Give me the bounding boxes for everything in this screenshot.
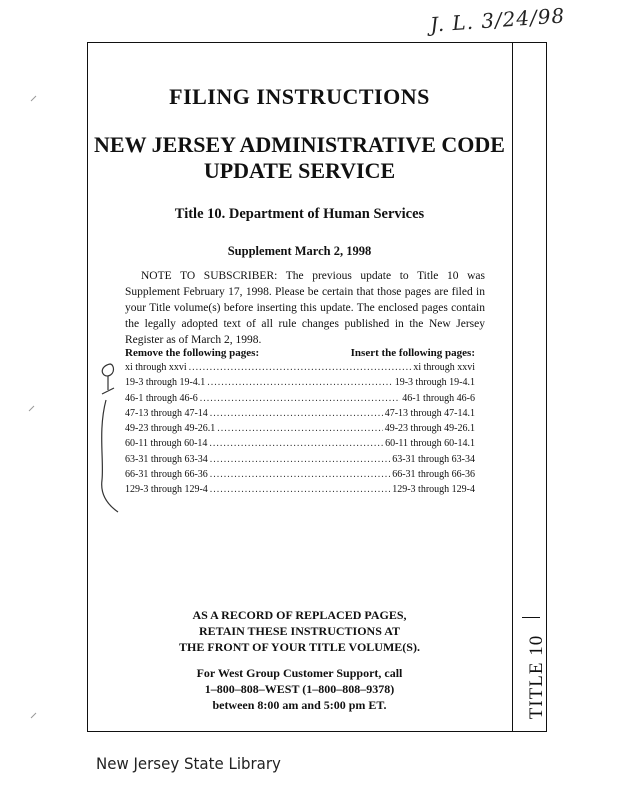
remove-pages: 66-31 through 66-36 — [125, 469, 208, 481]
remove-pages: 46-1 through 46-6 — [125, 392, 198, 404]
insert-pages: xi through xxvi — [413, 362, 475, 373]
customer-support — [87, 665, 512, 713]
insert-pages: 129-3 through 129-4 — [392, 484, 475, 496]
leader-dots — [209, 438, 383, 449]
page-row — [125, 393, 475, 408]
tab-rule — [522, 617, 540, 618]
remove-pages: 60-11 through 60-14 — [125, 438, 208, 450]
subscriber-note: NOTE TO SUBSCRIBER: The previous update to Title 10 was Supplement February 17, 1998. Please be certain that those pages are filed in your Title volume(s) before inserting this update. The enclosed pages contain the legally adopted text of all rule changes published in the New Jersey Register as of March 2, 1998. — [125, 270, 485, 346]
leader-dots — [217, 423, 382, 434]
library-stamp: New Jersey State Library — [96, 754, 281, 774]
scan-speck — [30, 712, 38, 720]
code-title-line2: UPDATE SERVICE — [203, 158, 396, 183]
remove-pages: xi through xxvi — [125, 362, 187, 373]
page-row — [125, 484, 475, 499]
insert-pages: 46-1 through 46-6 — [402, 392, 475, 404]
remove-pages: 47-13 through 47-14 — [125, 407, 208, 419]
leader-dots — [210, 408, 383, 419]
support-line: For West Group Customer Support, call — [196, 666, 403, 680]
support-hours: between 8:00 am and 5:00 pm ET. — [212, 698, 387, 712]
leader-dots — [189, 362, 412, 373]
leader-dots — [210, 469, 390, 480]
leader-dots — [200, 393, 400, 404]
insert-pages: 60-11 through 60-14.1 — [385, 438, 475, 450]
code-title — [87, 132, 512, 184]
record-instruction — [87, 607, 512, 655]
insert-pages: 19-3 through 19-4.1 — [394, 377, 475, 389]
handwritten-note: J. L. 3/24/98 — [429, 3, 566, 37]
insert-pages: 66-31 through 66-36 — [392, 469, 475, 481]
insert-pages: 63-31 through 63-34 — [392, 453, 475, 465]
remove-pages: 19-3 through 19-4.1 — [125, 377, 206, 389]
remove-pages: 129-3 through 129-4 — [125, 484, 208, 496]
page-row — [125, 423, 475, 438]
supplement-date: Supplement March 2, 1998 — [227, 244, 372, 258]
page-row — [125, 438, 475, 453]
page-row — [125, 377, 475, 392]
remove-header: Remove the following pages: — [125, 347, 260, 359]
scan-speck — [28, 405, 36, 413]
page-title: FILING INSTRUCTIONS — [169, 84, 430, 109]
page-row — [125, 454, 475, 469]
page-list — [125, 362, 475, 500]
tab-divider — [512, 42, 513, 732]
scan-speck — [30, 95, 38, 103]
title-tab-label: TITLE 10 — [526, 634, 547, 720]
record-line: RETAIN THESE INSTRUCTIONS AT — [198, 624, 401, 638]
page-row — [125, 408, 475, 423]
department-heading: Title 10. Department of Human Services — [174, 206, 425, 222]
leader-dots — [207, 377, 392, 388]
record-line: THE FRONT OF YOUR TITLE VOLUME(S). — [179, 640, 420, 654]
support-phone: 1–800–808–WEST (1–800–808–9378) — [204, 682, 395, 696]
code-title-line1: NEW JERSEY ADMINISTRATIVE CODE — [94, 132, 505, 157]
leader-dots — [210, 454, 390, 465]
page-list-header — [125, 347, 475, 359]
handwritten-bracket-mark — [96, 360, 126, 520]
remove-pages: 49-23 through 49-26.1 — [125, 423, 216, 435]
page-row — [125, 362, 475, 377]
insert-pages: 49-23 through 49-26.1 — [384, 423, 475, 435]
page-row — [125, 469, 475, 484]
leader-dots — [210, 484, 390, 495]
insert-header: Insert the following pages: — [350, 347, 475, 359]
remove-pages: 63-31 through 63-34 — [125, 453, 208, 465]
insert-pages: 47-13 through 47-14.1 — [384, 407, 475, 419]
record-line: AS A RECORD OF REPLACED PAGES, — [192, 608, 407, 622]
